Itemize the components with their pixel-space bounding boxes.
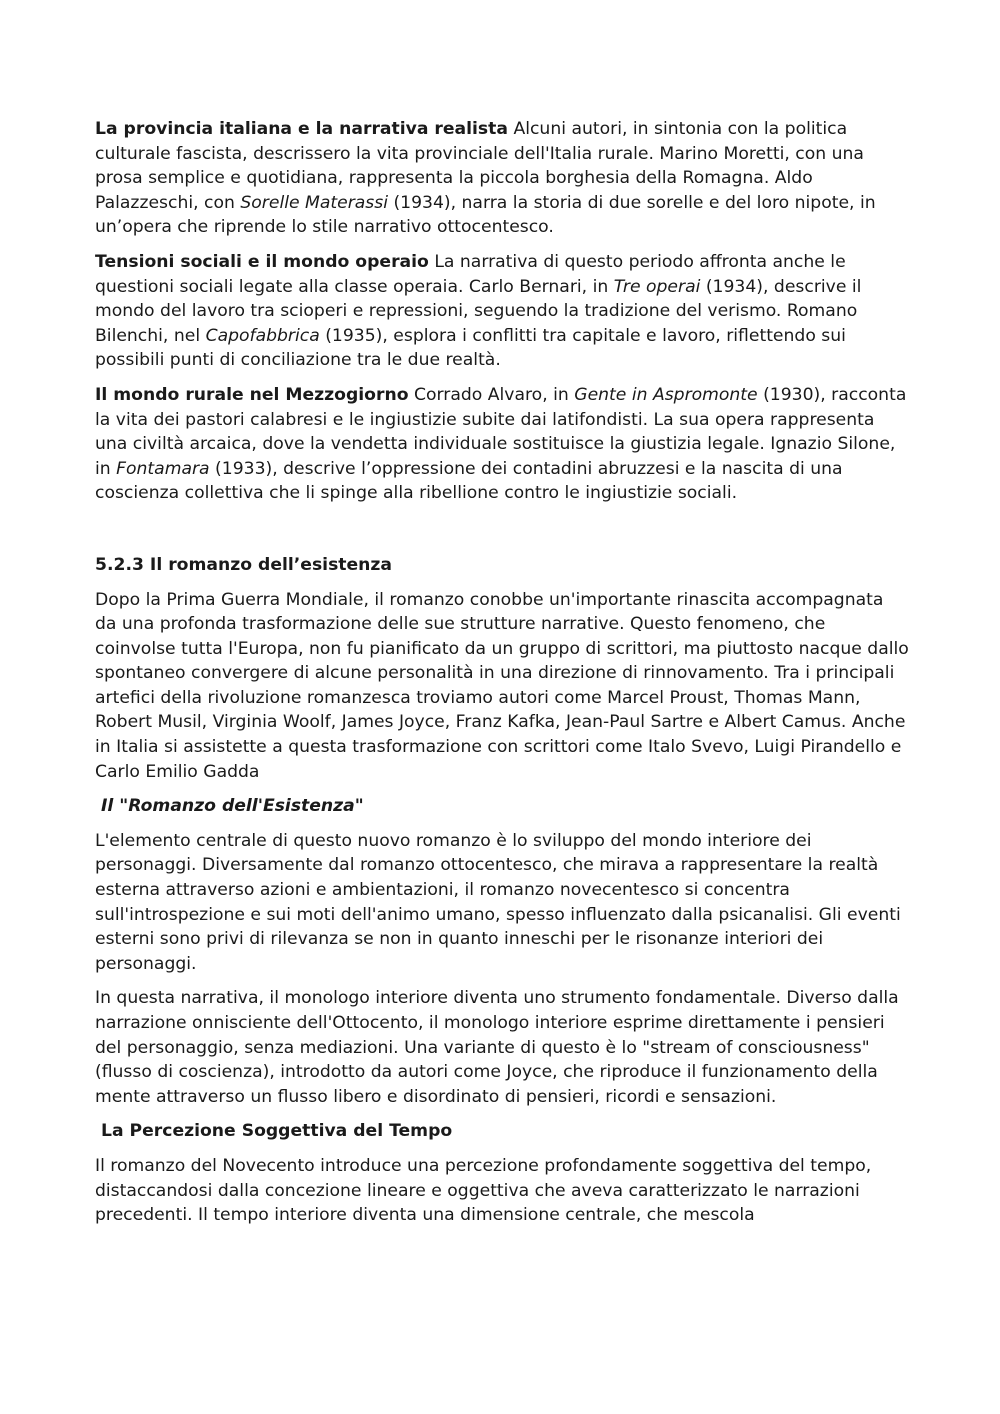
- paragraph-text: (1930), racconta la vita dei pastori calabresi e le ingiustizie subite dai latifondisti. La sua opera rappresenta una civiltà arcaica, dove la vendetta individuale sostituisce la giustizia legale. Ignazio Silone, in: [95, 384, 907, 479]
- subheading-suffix: ": [354, 796, 364, 817]
- paragraph-tempo: Il romanzo del Novecento introduce una percezione profondamente soggettiva del tempo, distaccandosi dalla concezione lineare e oggettiva che aveva caratterizzato le narrazioni precedenti. Il tempo interiore diventa una dimensione centrale, che mescola: [95, 1155, 872, 1226]
- work-title: Capofabbrica: [205, 325, 320, 346]
- work-title: Sorelle Materassi: [240, 192, 388, 213]
- paragraph-provincia: [95, 117, 910, 240]
- subheading-romanzo-esistenza: [95, 794, 910, 819]
- paragraph-text: La narrativa di questo periodo affronta anche le questioni sociali legate alla classe operaia. Carlo Bernari, in: [95, 251, 846, 297]
- work-title: Gente in Aspromonte: [574, 384, 758, 405]
- paragraph-monologo-interiore: In questa narrativa, il monologo interiore diventa uno strumento fondamentale. Diverso dalla narrazione onnisciente dell'Ottocento, il monologo interiore esprime direttamente i pensieri del personaggio, senza mediazioni. Una variante di questo è lo "stream of consciousness" (flusso di coscienza), introdotto da autori come Joyce, che riproduce il funzionamento della mente attraverso un flusso libero e disordinato di pensieri, ricordi e sensazioni.: [95, 988, 899, 1107]
- paragraph-text: (1933), descrive l’oppressione dei contadini abruzzesi e la nascita di una coscienza collettiva che li spinge alla ribellione contro le ingiustizie sociali.: [95, 458, 843, 504]
- section-heading: 5.2.3 Il romanzo dell’esistenza: [95, 554, 393, 575]
- paragraph-mondo-rurale: [95, 383, 910, 506]
- paragraph-heading: Tensioni sociali e il mondo operaio: [95, 251, 429, 272]
- paragraph-mondo-interiore: L'elemento centrale di questo nuovo romanzo è lo sviluppo del mondo interiore dei personaggi. Diversamente dal romanzo ottocentesco, che mirava a rappresentare la realtà esterna attraverso azioni e ambientazioni, il romanzo novecentesco si concentra sull'introspezione e sui moti dell'animo umano, spesso influenzato dalla psicanalisi. Gli eventi esterni sono privi di rilevanza se non in quanto inneschi per le risonanze interiori dei personaggi.: [95, 830, 901, 974]
- document-page: [95, 117, 910, 1238]
- paragraph-heading: La provincia italiana e la narrativa realista: [95, 119, 508, 139]
- paragraph-dopoguerra: Dopo la Prima Guerra Mondiale, il romanzo conobbe un'importante rinascita accompagnata da una profonda trasformazione delle sue strutture narrative. Questo fenomeno, che coinvolse tutta l'Europa, non fu pianificato da un gruppo di scrittori, ma piuttosto nacque dallo spontaneo convergere di alcune personalità in una direzione di rinnovamento. Tra i principali artefici della rivoluzione romanzesca troviamo autori come Marcel Proust, Thomas Mann, Robert Musil, Virginia Woolf, James Joyce, Franz Kafka, Jean-Paul Sartre e Albert Camus. Anche in Italia si assistette a questa trasformazione con scrittori come Italo Svevo, Luigi Pirandello e Carlo Emilio Gadda: [95, 589, 909, 782]
- work-title: Tre operai: [613, 276, 701, 297]
- paragraph-text: (1935), esplora i conflitti tra capitale e lavoro, riflettendo sui possibili punti di conciliazione tra le due realtà.: [95, 325, 846, 371]
- paragraph-text: Corrado Alvaro, in: [408, 384, 575, 405]
- work-title: Fontamara: [116, 458, 210, 479]
- paragraph-text: (1934), narra la storia di due sorelle e del loro nipote, in un’opera che riprende lo stile narrativo ottocentesco.: [95, 192, 876, 238]
- paragraph-heading: Il mondo rurale nel Mezzogiorno: [95, 384, 409, 405]
- paragraph-text: (1934), descrive il mondo del lavoro tra scioperi e repressioni, seguendo la tradizione del verismo. Romano Bilenchi, nel: [95, 276, 862, 346]
- subheading-title: Romanzo dell'Esistenza: [128, 796, 355, 817]
- subheading-prefix: Il ": [101, 796, 129, 817]
- subheading-percezione-tempo: La Percezione Soggettiva del Tempo: [101, 1121, 453, 1142]
- paragraph-text: Alcuni autori, in sintonia con la politica culturale fascista, descrissero la vita provinciale dell'Italia rurale. Marino Moretti, con una prosa semplice e quotidiana, rappresenta la piccola borghesia della Romagna. Aldo Palazzeschi, con: [95, 119, 864, 213]
- paragraph-tensioni-sociali: [95, 250, 910, 373]
